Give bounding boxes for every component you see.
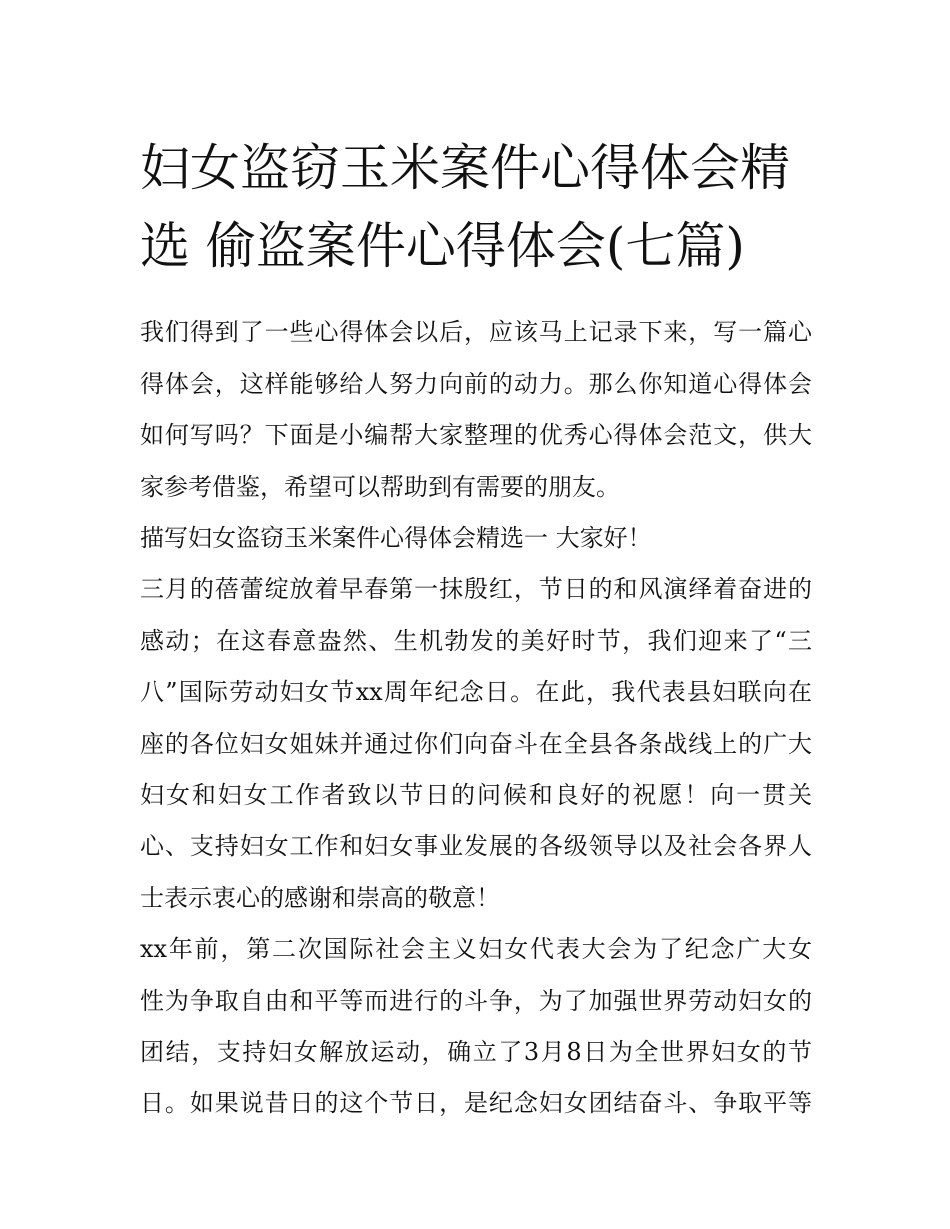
document-title [140, 129, 812, 285]
title-line: 选 偷盗案件心得体会(七篇) [140, 217, 745, 276]
text-line: 感动；在这春意盎然、生机勃发的美好时节，我们迎来了“三 [140, 626, 812, 655]
body-paragraph [140, 924, 812, 1130]
body-paragraph [140, 564, 812, 924]
intro-paragraph [140, 307, 812, 513]
text-line: 我们得到了一些心得体会以后，应该马上记录下来，写一篇心 [140, 318, 812, 347]
text-line: 如何写吗？下面是小编帮大家整理的优秀心得体会范文，供大 [140, 421, 812, 450]
text-line: 心、支持妇女工作和妇女事业发展的各级领导以及社会各界人 [140, 832, 812, 861]
section-heading-paragraph [140, 513, 812, 564]
text-line: xx年前，第二次国际社会主义妇女代表大会为了纪念广大女 [140, 935, 812, 964]
text-line: 座的各位妇女姐妹并通过你们向奋斗在全县各条战线上的广大 [140, 729, 812, 758]
text-line: 士表示衷心的感谢和崇高的敬意！ [140, 883, 500, 912]
text-line: 日。如果说昔日的这个节日，是纪念妇女团结奋斗、争取平等 [140, 1089, 812, 1118]
text-line: 性为争取自由和平等而进行的斗争，为了加强世界劳动妇女的 [140, 986, 812, 1015]
text-line: 三月的蓓蕾绽放着早春第一抹殷红，节日的和风演绎着奋进的 [140, 575, 812, 604]
text-line: 描写妇女盗窃玉米案件心得体会精选一 大家好！ [140, 524, 652, 552]
text-line: 团结，支持妇女解放运动，确立了3月8日为全世界妇女的节 [140, 1037, 812, 1066]
title-line: 妇女盗窃玉米案件心得体会精 [140, 139, 790, 198]
text-line: 家参考借鉴，希望可以帮助到有需要的朋友。 [140, 472, 620, 501]
text-line: 妇女和妇女工作者致以节日的问候和良好的祝愿！向一贯关 [140, 780, 812, 809]
document-body [140, 307, 812, 1129]
text-line: 得体会，这样能够给人努力向前的动力。那么你知道心得体会 [140, 369, 812, 398]
document-page [140, 108, 812, 1130]
text-line: 八”国际劳动妇女节xx周年纪念日。在此，我代表县妇联向在 [140, 678, 812, 707]
